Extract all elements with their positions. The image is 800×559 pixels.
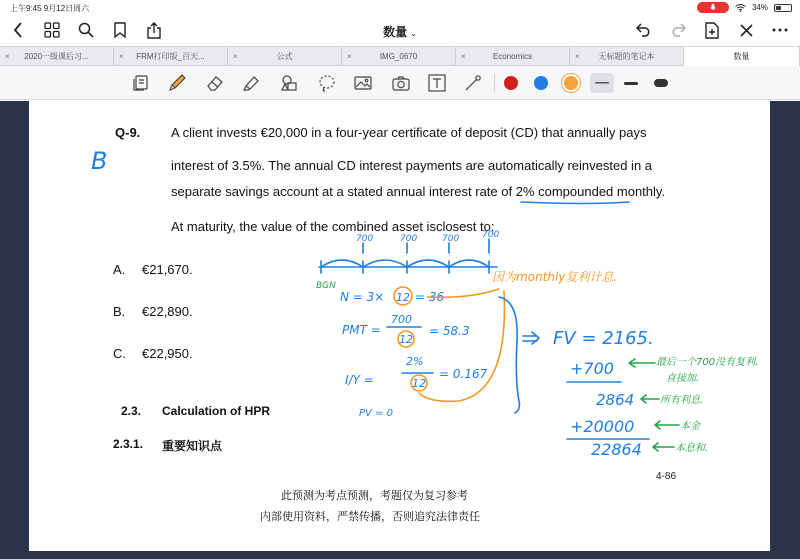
option-a-text: €21,670. bbox=[142, 262, 193, 277]
tab-label: 2020一级课后习... bbox=[24, 52, 89, 61]
total-result: 22864 bbox=[591, 440, 642, 459]
battery-icon bbox=[774, 4, 792, 12]
note-interest: 所有利息. bbox=[660, 395, 704, 406]
underline-stroke bbox=[521, 202, 629, 204]
tab-4[interactable] bbox=[456, 47, 570, 66]
color-orange-swatch-selected[interactable] bbox=[564, 76, 578, 90]
color-red-swatch[interactable] bbox=[504, 76, 518, 90]
tab-close-icon[interactable]: × bbox=[461, 52, 466, 61]
tab-label: IMG_0670 bbox=[379, 52, 418, 61]
pv-label: PV = 0 bbox=[359, 408, 393, 419]
cf-label-4: 700 bbox=[482, 230, 500, 240]
text-tool-icon[interactable] bbox=[426, 73, 448, 93]
tab-close-icon[interactable]: × bbox=[5, 52, 10, 61]
bgn-label: BGN bbox=[316, 281, 336, 291]
pmt-numerator: 700 bbox=[391, 313, 412, 326]
toolbar-divider bbox=[494, 74, 495, 92]
tab-close-icon[interactable]: × bbox=[347, 52, 352, 61]
camera-icon[interactable] bbox=[390, 73, 412, 93]
tab-5[interactable] bbox=[570, 47, 684, 66]
green-arrow-4 bbox=[653, 443, 674, 451]
document-tabs bbox=[0, 46, 800, 66]
green-arrow-1 bbox=[629, 359, 655, 367]
tab-1[interactable] bbox=[114, 47, 228, 66]
n-calc: N = 3× bbox=[340, 290, 385, 304]
green-arrow-2 bbox=[641, 395, 659, 403]
sum-interest: 2864 bbox=[596, 391, 635, 409]
question-line-4: At maturity, the value of the combined asset isclosest to: bbox=[171, 219, 495, 234]
tab-label: 公式 bbox=[276, 52, 293, 61]
eraser-icon[interactable] bbox=[204, 73, 226, 93]
right-brace bbox=[499, 297, 520, 413]
question-id: Q-9. bbox=[115, 125, 141, 140]
navigation-bar bbox=[0, 14, 800, 46]
stroke-thick-option[interactable] bbox=[650, 73, 672, 93]
highlighter-icon[interactable] bbox=[240, 73, 262, 93]
microphone-indicator-icon bbox=[697, 2, 729, 13]
shapes-icon[interactable] bbox=[278, 73, 300, 93]
tab-0[interactable] bbox=[0, 47, 114, 66]
n-box: 12 bbox=[396, 291, 410, 304]
question-line-3: separate savings account at a stated annual interest rate of 2% compounded monthly. bbox=[171, 184, 666, 199]
tab-label: 数量 bbox=[733, 52, 750, 61]
handwriting-layer bbox=[29, 101, 770, 551]
question-line-2: interest of 3.5%. The annual CD interest payments are automatically reinvested in a bbox=[171, 158, 653, 173]
iy-result: = 0.167 bbox=[439, 367, 488, 381]
lasso-icon[interactable] bbox=[316, 73, 338, 93]
option-a-letter: A. bbox=[113, 262, 126, 277]
note-last-700b: 直接加. bbox=[666, 373, 700, 384]
document-title-text: 数量 bbox=[383, 25, 408, 39]
subsection-number: 2.3.1. bbox=[113, 437, 144, 451]
implies-arrow bbox=[523, 332, 539, 344]
iy-denominator: 12 bbox=[412, 377, 426, 390]
option-c-letter: C. bbox=[113, 346, 126, 361]
battery-percent: 34% bbox=[751, 3, 768, 12]
stroke-thin-option[interactable] bbox=[590, 73, 614, 93]
tab-close-icon[interactable]: × bbox=[233, 52, 238, 61]
fv-result: FV = 2165. bbox=[553, 328, 654, 349]
color-blue-swatch[interactable] bbox=[534, 76, 548, 90]
more-icon[interactable] bbox=[770, 20, 790, 40]
plus-principal: +20000 bbox=[570, 417, 635, 436]
undo-icon[interactable] bbox=[634, 20, 654, 40]
pmt-denominator: 12 bbox=[399, 333, 413, 346]
pmt-result: = 58.3 bbox=[429, 324, 470, 338]
subsection-title: 重要知识点 bbox=[162, 439, 223, 453]
iy-label: I/Y = bbox=[345, 373, 374, 387]
add-page-icon[interactable] bbox=[702, 20, 722, 40]
plus-700: +700 bbox=[570, 359, 614, 378]
tab-3[interactable] bbox=[342, 47, 456, 66]
orange-note: 因为monthly复利计息. bbox=[492, 270, 618, 284]
tab-label: FRM打印版_百天... bbox=[136, 52, 205, 61]
tab-2[interactable] bbox=[228, 47, 342, 66]
page-layout-icon[interactable] bbox=[130, 73, 152, 93]
n-result: = 36 bbox=[415, 290, 445, 304]
cf-label-2: 700 bbox=[400, 234, 418, 244]
green-arrow-3 bbox=[655, 421, 679, 429]
status-bar bbox=[0, 0, 800, 14]
section-number: 2.3. bbox=[121, 404, 142, 418]
status-time: 上午9:45 9月12日周六 bbox=[10, 4, 90, 13]
document-page[interactable] bbox=[29, 101, 770, 551]
page-number: 4-86 bbox=[656, 471, 677, 482]
chevron-down-icon: ⌄ bbox=[410, 29, 417, 38]
close-icon[interactable] bbox=[736, 20, 756, 40]
tab-label: Economics bbox=[492, 52, 533, 61]
laser-pointer-icon[interactable] bbox=[462, 73, 484, 93]
pen-tool-icon[interactable] bbox=[166, 73, 188, 93]
redo-icon[interactable] bbox=[668, 20, 688, 40]
cf-label-3: 700 bbox=[442, 234, 460, 244]
cashflow-arrows bbox=[363, 239, 489, 253]
option-c-text: €22,950. bbox=[142, 346, 193, 361]
footer-line-1: 此预测为考点预测，考题仅为复习参考 bbox=[281, 490, 468, 502]
stroke-medium-option[interactable] bbox=[620, 73, 642, 93]
tab-close-icon[interactable]: × bbox=[575, 52, 580, 61]
pmt-label: PMT = bbox=[342, 323, 381, 337]
iy-numerator: 2% bbox=[406, 355, 424, 368]
drawing-toolbar bbox=[0, 66, 800, 100]
question-line-1: A client invests €20,000 in a four-year certificate of deposit (CD) that annually pays bbox=[171, 125, 647, 140]
document-canvas[interactable] bbox=[0, 101, 800, 559]
image-icon[interactable] bbox=[352, 73, 374, 93]
note-principal: 本金 bbox=[680, 421, 700, 432]
cf-label-1: 700 bbox=[356, 234, 374, 244]
option-b-text: €22,890. bbox=[142, 304, 193, 319]
option-b-letter: B. bbox=[113, 304, 126, 319]
footer-line-2: 内部使用资料，严禁传播，否则追究法律责任 bbox=[260, 511, 480, 523]
wifi-icon bbox=[735, 4, 746, 12]
answer-letter: B bbox=[91, 147, 108, 175]
tab-label: 无标题的笔记本 bbox=[598, 52, 655, 61]
orange-arrow-2 bbox=[419, 291, 504, 401]
timeline-arcs bbox=[321, 260, 489, 267]
tab-close-icon[interactable]: × bbox=[119, 52, 124, 61]
note-total: 本息和. bbox=[675, 443, 709, 454]
tab-6-active[interactable] bbox=[684, 47, 800, 66]
section-title: Calculation of HPR bbox=[162, 404, 271, 418]
note-last-700: 最后一个700没有复利. bbox=[656, 357, 759, 368]
